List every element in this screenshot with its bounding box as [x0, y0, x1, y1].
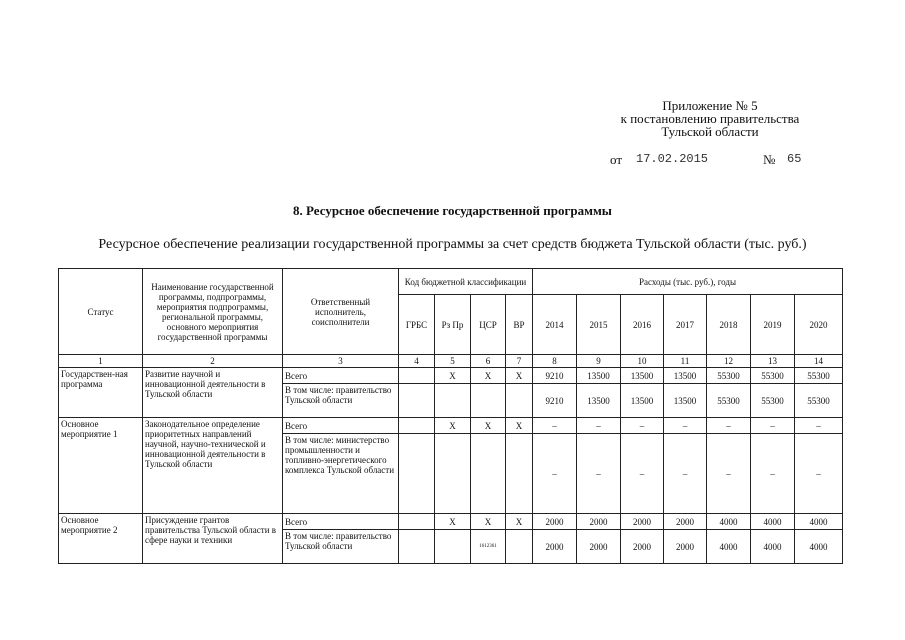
- row-csr-code: [471, 384, 506, 418]
- row-value: 2000: [664, 530, 707, 564]
- row-value: 2000: [664, 514, 707, 530]
- row-value: 55300: [795, 384, 843, 418]
- row-status: Основное мероприятие 2: [59, 514, 143, 564]
- header-vr: ВР: [506, 295, 533, 355]
- section-title: 8. Ресурсное обеспечение государственной программы: [293, 203, 612, 218]
- row-value: –: [533, 434, 577, 514]
- row-value: 55300: [707, 384, 751, 418]
- row-value: –: [664, 418, 707, 434]
- row-value: 13500: [577, 368, 621, 384]
- row-value: 9210: [533, 384, 577, 418]
- row-name: Развитие научной и инновационной деятельности в Тульской области: [143, 368, 283, 418]
- row-value: –: [707, 434, 751, 514]
- row-csr: X: [471, 514, 506, 530]
- row-vr: X: [506, 418, 533, 434]
- row-value: 13500: [577, 384, 621, 418]
- header-executor: Ответственный исполнитель, соисполнители: [283, 269, 399, 355]
- row-value: –: [533, 418, 577, 434]
- resource-table: [58, 268, 843, 564]
- column-number: 3: [283, 355, 399, 368]
- row-value: 2000: [577, 530, 621, 564]
- row-value: –: [795, 418, 843, 434]
- header-grbs: ГРБС: [399, 295, 435, 355]
- row-status: Государствен-ная программа: [59, 368, 143, 418]
- row-value: –: [751, 434, 795, 514]
- header-budget-code: Код бюджетной классификации: [399, 269, 533, 295]
- table-row: [59, 418, 843, 434]
- row-value: 4000: [795, 530, 843, 564]
- row-value: –: [795, 434, 843, 514]
- row-value: –: [664, 434, 707, 514]
- row-csr: X: [471, 418, 506, 434]
- row-value: 13500: [621, 368, 664, 384]
- number-prefix: №: [763, 152, 776, 167]
- row-value: 55300: [751, 384, 795, 418]
- row-value: 55300: [707, 368, 751, 384]
- row-rzpr: X: [435, 368, 471, 384]
- row-status: Основное мероприятие 1: [59, 418, 143, 514]
- column-number-row: [59, 355, 843, 368]
- header-year: 2016: [621, 295, 664, 355]
- header-year: 2014: [533, 295, 577, 355]
- row-executor-total: Всего: [283, 514, 399, 530]
- header-year: 2019: [751, 295, 795, 355]
- column-number: 4: [399, 355, 435, 368]
- header-year: 2018: [707, 295, 751, 355]
- appendix-region: Тульской области: [661, 124, 759, 139]
- decree-number: 65: [787, 152, 802, 166]
- row-value: –: [621, 434, 664, 514]
- date-prefix: от: [610, 152, 623, 167]
- row-value: 2000: [621, 514, 664, 530]
- header-year: 2015: [577, 295, 621, 355]
- row-rzpr: X: [435, 418, 471, 434]
- column-number: 1: [59, 355, 143, 368]
- row-name: Законодательное определение приоритетных направлений научной, научно-технической и инновационной деятельности в Тульской области: [143, 418, 283, 514]
- row-value: 9210: [533, 368, 577, 384]
- appendix-header: [600, 99, 820, 138]
- row-vr: X: [506, 368, 533, 384]
- row-value: 2000: [577, 514, 621, 530]
- subtitle: Ресурсное обеспечение реализации государственной программы за счет средств бюджета Тульской области (тыс. руб.): [98, 237, 807, 252]
- appendix-decree: к постановлению правительства: [620, 111, 800, 126]
- row-executor: В том числе: правительство Тульской области: [283, 530, 399, 564]
- row-csr-code: 1612361: [471, 530, 506, 564]
- column-number: 2: [143, 355, 283, 368]
- row-value: 13500: [664, 368, 707, 384]
- row-executor: В том числе: правительство Тульской области: [283, 384, 399, 418]
- row-value: 4000: [707, 514, 751, 530]
- header-name: Наименование государственной программы, подпрограммы, мероприятия подпрограммы, региональной программы, основного мероприятия государственной программы: [143, 269, 283, 355]
- column-number: 10: [621, 355, 664, 368]
- column-number: 12: [707, 355, 751, 368]
- row-value: 4000: [751, 514, 795, 530]
- row-value: 2000: [533, 514, 577, 530]
- decree-date: 17.02.2015: [636, 152, 709, 166]
- column-number: 14: [795, 355, 843, 368]
- row-value: –: [577, 434, 621, 514]
- row-vr: X: [506, 514, 533, 530]
- table-row: [59, 368, 843, 384]
- row-value: –: [577, 418, 621, 434]
- column-number: 9: [577, 355, 621, 368]
- column-number: 5: [435, 355, 471, 368]
- row-executor: В том числе: министерство промышленности и топливно-энергетического комплекса Тульской области: [283, 434, 399, 514]
- row-csr: X: [471, 368, 506, 384]
- column-number: 11: [664, 355, 707, 368]
- row-value: 2000: [533, 530, 577, 564]
- table-row: [59, 514, 843, 530]
- row-value: 55300: [795, 368, 843, 384]
- row-value: –: [751, 418, 795, 434]
- header-rzpr: Рз Пр: [435, 295, 471, 355]
- row-value: 4000: [707, 530, 751, 564]
- row-executor-total: Всего: [283, 418, 399, 434]
- row-value: –: [621, 418, 664, 434]
- row-value: –: [707, 418, 751, 434]
- row-value: 4000: [795, 514, 843, 530]
- row-value: 13500: [664, 384, 707, 418]
- row-value: 2000: [621, 530, 664, 564]
- row-csr-code: [471, 434, 506, 514]
- header-year: 2017: [664, 295, 707, 355]
- row-executor-total: Всего: [283, 368, 399, 384]
- header-status: Статус: [59, 269, 143, 355]
- header-year: 2020: [795, 295, 843, 355]
- column-number: 7: [506, 355, 533, 368]
- column-number: 8: [533, 355, 577, 368]
- column-number: 6: [471, 355, 506, 368]
- row-value: 4000: [751, 530, 795, 564]
- row-value: 13500: [621, 384, 664, 418]
- header-csr: ЦСР: [471, 295, 506, 355]
- header-expenses: Расходы (тыс. руб.), годы: [533, 269, 843, 295]
- row-rzpr: X: [435, 514, 471, 530]
- row-value: 55300: [751, 368, 795, 384]
- column-number: 13: [751, 355, 795, 368]
- appendix-number: Приложение № 5: [662, 98, 758, 113]
- row-name: Присуждение грантов правительства Тульской области в сфере науки и техники: [143, 514, 283, 564]
